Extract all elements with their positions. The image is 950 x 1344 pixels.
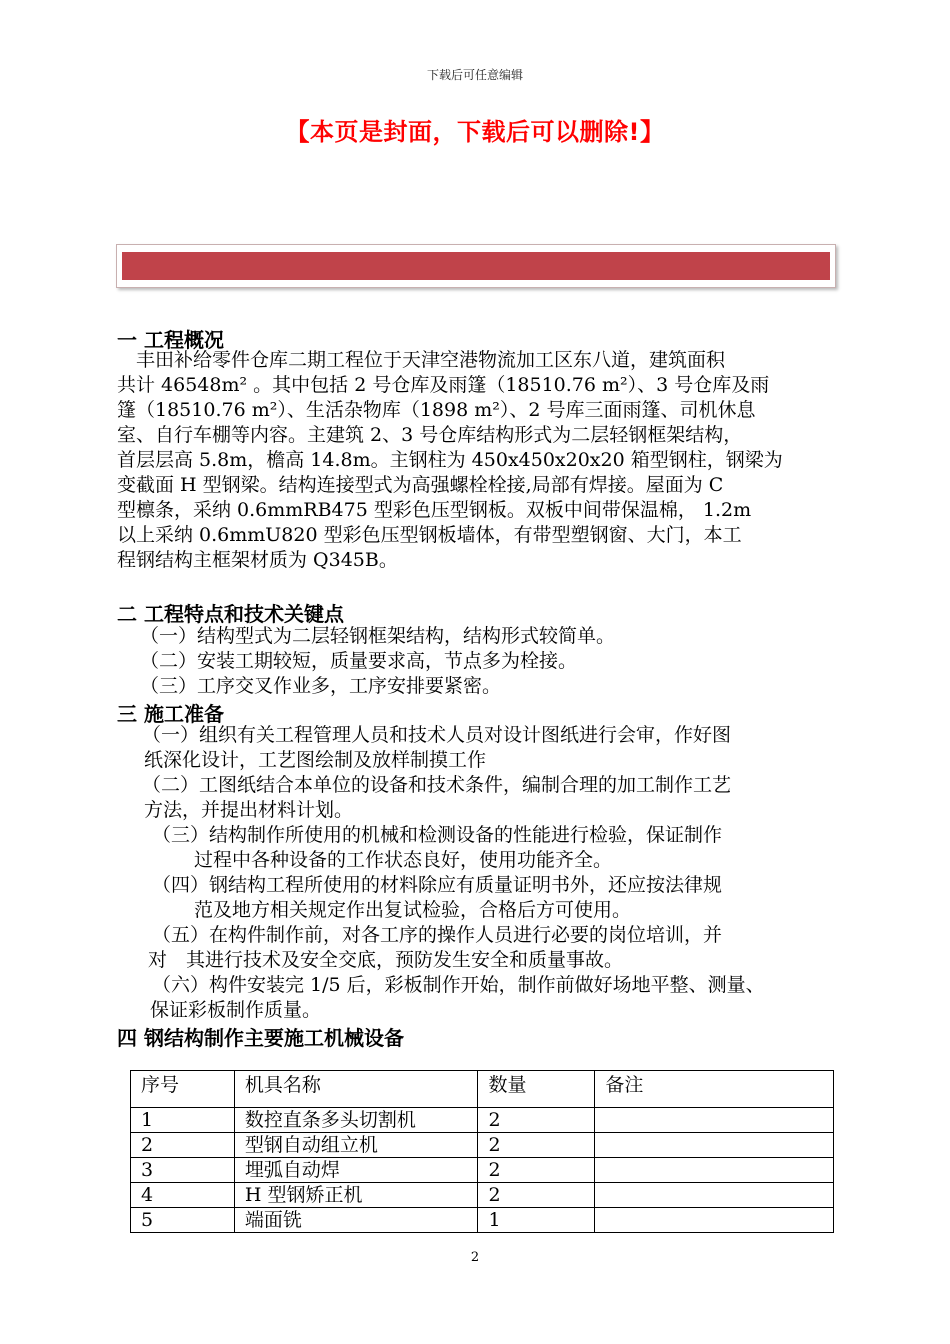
prep-line: 方法，并提出材料计划。 — [144, 799, 354, 821]
section-title-overview: 一 工程概况 — [117, 328, 224, 352]
overview-line: 篷（18510.76 m²）、生活杂物库（1898 m²）、2 号库三面雨篷、司机休息 — [117, 399, 756, 421]
table-header-cell: 机具名称 — [234, 1071, 478, 1108]
overview-line: 程钢结构主框架材质为 Q345B。 — [117, 549, 398, 571]
prep-line: （四）钢结构工程所使用的材料除应有质量证明书外，还应按法律规 — [152, 874, 723, 896]
prep-line: （六）构件安装完 1/5 后，彩板制作开始，制作前做好场地平整、测量、 — [152, 974, 765, 996]
table-cell: 2 — [478, 1183, 595, 1208]
overview-line: 共计 46548m² 。其中包括 2 号仓库及雨篷（18510.76 m²）、3 号仓库及雨 — [117, 374, 770, 396]
section-title-preparation: 三 施工准备 — [117, 702, 224, 726]
table-cell: 1 — [131, 1108, 235, 1133]
banner-fill — [122, 252, 830, 280]
table-cell: 数控直条多头切割机 — [234, 1108, 478, 1133]
feature-item: （二）安装工期较短，质量要求高，节点多为栓接。 — [140, 650, 578, 672]
table-cell — [595, 1183, 834, 1208]
prep-line: 保证彩板制作质量。 — [150, 999, 322, 1021]
overview-line: 以上采纳 0.6mmU820 型彩色压型钢板墙体，有带型塑钢窗、大门，本工 — [117, 524, 742, 546]
section-title-features: 二 工程特点和技术关键点 — [117, 602, 344, 626]
table-header-row — [131, 1071, 834, 1108]
table-cell: 埋弧自动焊 — [234, 1158, 478, 1183]
table-row — [131, 1133, 834, 1158]
table-cell: 2 — [478, 1158, 595, 1183]
prep-line: 范及地方相关规定作出复试检验，合格后方可使用。 — [194, 899, 632, 921]
prep-line: （一）组织有关工程管理人员和技术人员对设计图纸进行会审，作好图 — [142, 724, 732, 746]
table-cell: 1 — [478, 1208, 595, 1233]
table-cell: 型钢自动组立机 — [234, 1133, 478, 1158]
table-row — [131, 1158, 834, 1183]
page-number: 2 — [470, 1250, 480, 1265]
table-cell — [595, 1108, 834, 1133]
overview-paragraph — [117, 348, 842, 573]
table-row — [131, 1108, 834, 1133]
overview-line: 首层层高 5.8m，檐高 14.8m。主钢柱为 450x450x20x20 箱型钢柱，钢梁为 — [117, 449, 783, 471]
feature-item: （三）工序交叉作业多，工序安排要紧密。 — [140, 675, 502, 697]
table-cell — [595, 1208, 834, 1233]
overview-line: 室、自行车棚等内容。主建筑 2、3 号仓库结构形式为二层轻钢框架结构， — [117, 424, 743, 446]
decorative-banner — [116, 244, 836, 288]
table-cell: 2 — [131, 1133, 235, 1158]
preparation-lines — [142, 723, 867, 1023]
prep-line: 对 其进行技术及安全交底，预防发生安全和质量事故。 — [148, 949, 624, 971]
section-title-equipment: 四 钢结构制作主要施工机械设备 — [117, 1026, 404, 1050]
table-row — [131, 1183, 834, 1208]
table-header-cell: 数量 — [478, 1071, 595, 1108]
cover-notice: 【本页是封面，下载后可以删除!】 — [285, 118, 665, 146]
table-cell: 2 — [478, 1133, 595, 1158]
overview-line: 型檩条，采纳 0.6mmRB475 型彩色压型钢板。双板中间带保温棉， 1.2m — [117, 499, 752, 521]
overview-line: 变截面 H 型钢梁。结构连接型式为高强螺栓栓接,局部有焊接。屋面为 C — [117, 474, 724, 496]
equipment-table — [130, 1070, 834, 1233]
table-header-cell: 序号 — [131, 1071, 235, 1108]
table-cell: 2 — [478, 1108, 595, 1133]
table-cell — [595, 1133, 834, 1158]
table-cell: 3 — [131, 1158, 235, 1183]
prep-line: （五）在构件制作前，对各工序的操作人员进行必要的岗位培训，并 — [152, 924, 723, 946]
table-cell: 4 — [131, 1183, 235, 1208]
table-header-cell: 备注 — [595, 1071, 834, 1108]
overview-line: 丰田补给零件仓库二期工程位于天津空港物流加工区东八道，建筑面积 — [117, 349, 726, 371]
prep-line: 过程中各种设备的工作状态良好，使用功能齐全。 — [194, 849, 613, 871]
table-cell: 端面铣 — [234, 1208, 478, 1233]
prep-line: 纸深化设计，工艺图绘制及放样制摸工作 — [144, 749, 487, 771]
feature-item: （一）结构型式为二层轻钢框架结构，结构形式较简单。 — [140, 625, 616, 647]
header-note: 下载后可任意编辑 — [426, 68, 523, 82]
prep-line: （二）工图纸结合本单位的设备和技术条件，编制合理的加工制作工艺 — [142, 774, 732, 796]
table-cell — [595, 1158, 834, 1183]
features-list — [140, 624, 865, 699]
table-row — [131, 1208, 834, 1233]
prep-line: （三）结构制作所使用的机械和检测设备的性能进行检验，保证制作 — [152, 824, 723, 846]
table-cell: 5 — [131, 1208, 235, 1233]
table-cell: H 型钢矫正机 — [234, 1183, 478, 1208]
